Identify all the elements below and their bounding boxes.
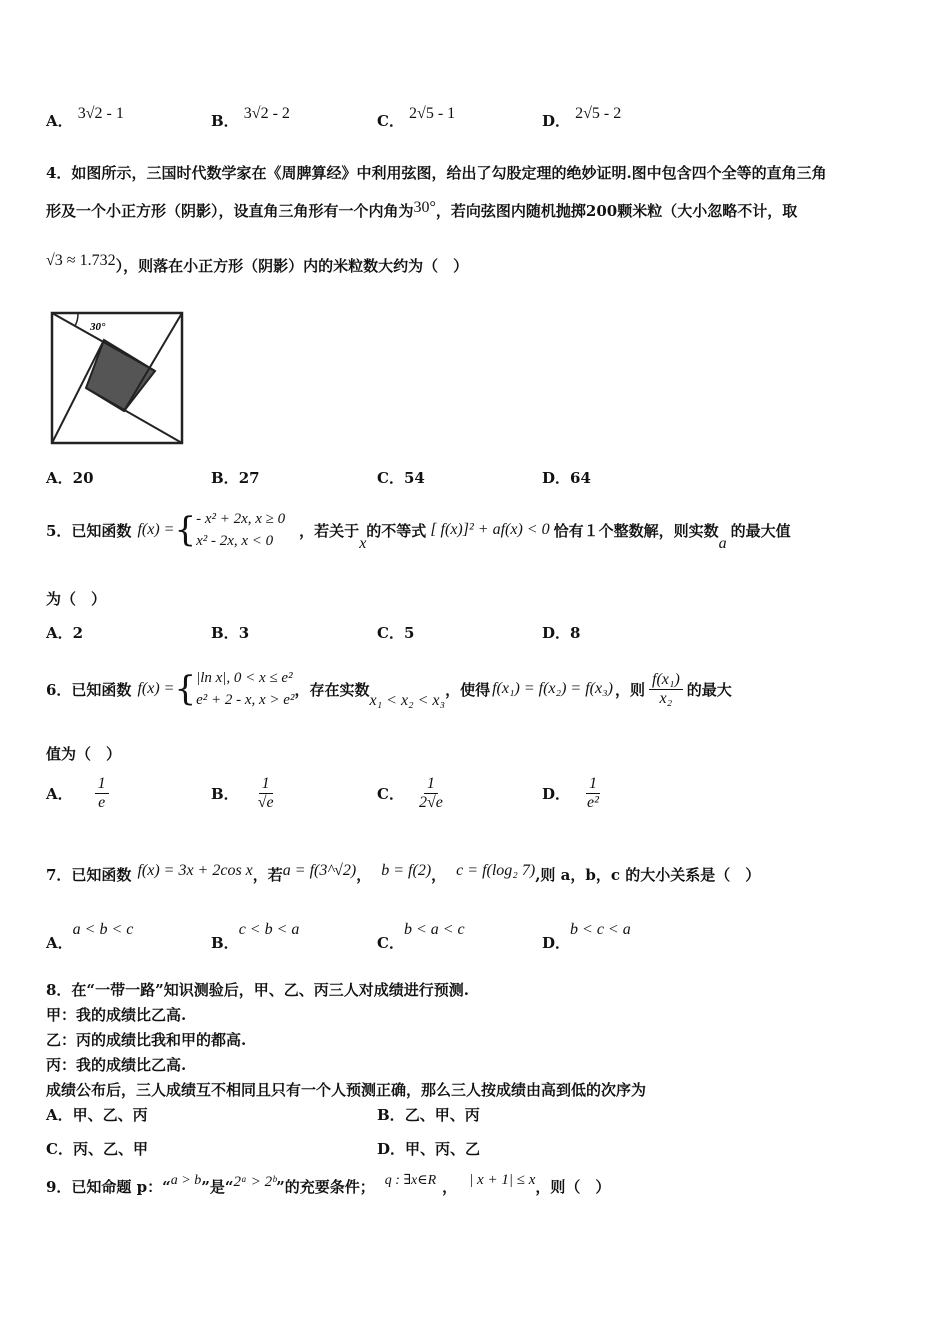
q5-line1: 5．已知函数 f(x) = { - x² + 2x, x ≥ 0 x² - 2x, x < 0 ，若关于 x 的不等式 [ f(x)]² + af(x) < 0 恰有１个整数解，则实数 a 的最大值 [46,500,791,560]
q3-option-d[interactable]: D． 2√5 - 2 [542,105,622,130]
q8-line4: 丙：我的成绩比乙高. [46,1056,187,1074]
q6-option-d[interactable]: D． $\frac{1}{\text{e²}}$ [542,775,599,811]
angle-label: 30° [90,321,106,333]
q5-fx: f(x) = [137,521,175,538]
q8-line2: 甲：我的成绩比乙高. [46,1006,187,1024]
q3-option-b[interactable]: B． 3√2 - 2 [211,105,290,130]
q8-line1: 8．在“一带一路”知识测验后，甲、乙、丙三人对成绩进行预测. [46,981,469,999]
q8-line5: 成绩公布后，三人成绩互不相同且只有一个人预测正确，那么三人按成绩由高到低的次序为 [46,1081,647,1099]
q6-order: x₁ < x₂ < x₃ [369,692,446,709]
q7-option-c[interactable]: C．b < a < c [377,921,465,952]
q5-cases: - x² + 2x, x ≥ 0 x² - 2x, x < 0 [196,510,286,549]
q6-cases: |ln x|, 0 < x ≤ e² e² + 2 - x, x > e² [196,669,295,708]
q8-line3: 乙：丙的成绩比我和甲的都高. [46,1031,247,1049]
q4-option-b[interactable]: B．27 [211,469,260,487]
q5-line2: 为（ ） [46,590,107,608]
q7-b-def: b = f(2) [381,861,432,879]
q6-line2: 值为（ ） [46,745,122,763]
q6-ratio: $\frac{\text{f(x₁)}}{\text{x₂}}$ [649,671,683,708]
q7-fx: f(x) = 3x + 2cos x [137,861,253,879]
q9-p1: a > b [170,1172,202,1188]
q6-option-a[interactable]: A． $\frac{1}{e}$ [46,775,109,812]
q9-line1: 9．已知命题 p：“ a > b ”是“ 2ᵃ > 2ᵇ ”的充要条件； q : ∃x∈R ， | x + 1| ≤ x ，则（ ） [46,1172,611,1196]
q7-option-a[interactable]: A．a < b < c [46,921,134,952]
q3-option-d-value: 2√5 - 2 [575,105,622,122]
q4-option-a[interactable]: A．20 [46,469,94,487]
q3-option-a[interactable]: A． 3√2 - 1 [46,105,124,130]
q9-p2: 2ᵃ > 2ᵇ [233,1174,277,1190]
q5-option-b[interactable]: B．3 [211,624,250,642]
q3-option-c[interactable]: C． 2√5 - 1 [377,105,456,130]
q3-option-a-value: 3√2 - 1 [77,105,124,122]
q7-a-def: a = f(3^√2) [282,861,357,879]
q4-figure [48,310,186,446]
q4-line3: √3 ≈ 1.732），则落在小正方形（阴影）内的米粒数大约为（ ） [46,252,469,275]
q6-line1: 6．已知函数 f(x) = { |ln x|, 0 < x ≤ e² e² + 2 - x, x > e² ，存在实数 x₁ < x₂ < x₃ ，使得 f(x₁) = f(x₂) = f(x₃) ，则 $\frac{\text{f(x₁)}}{\text{x₂}}$ 的最大 [46,655,732,723]
q4-line2: 形及一个小正方形（阴影），设直角三角形有一个内角为30°，若向弦图内随机抛掷200颗米粒（大小忽略不计，取 [46,199,798,220]
q9-q-cond: | x + 1| ≤ x [469,1172,536,1188]
q3-option-b-value: 3√2 - 2 [243,105,290,122]
q4-angle: 30° [413,199,436,216]
q8-option-b[interactable]: B．乙、甲、丙 [377,1106,480,1124]
q4-line1: 4．如图所示，三国时代数学家在《周脾算经》中利用弦图，给出了勾股定理的绝妙证明.图中包含四个全等的直角三角 [46,164,827,182]
q7-option-d[interactable]: D．b < c < a [542,921,631,952]
q4-option-c[interactable]: C．54 [377,469,425,487]
q8-option-a[interactable]: A．甲、乙、丙 [46,1106,148,1124]
q6-option-c[interactable]: C． $\frac{1}{2√e}$ [377,775,443,811]
q5-option-d[interactable]: D．8 [542,624,581,642]
q6-equation: f(x₁) = f(x₂) = f(x₃) [492,680,613,697]
q8-option-c[interactable]: C．丙、乙、甲 [46,1140,148,1158]
q6-fx: f(x) = [137,680,175,697]
q5-inequality: [ f(x)]² + af(x) < 0 [430,521,550,538]
q7-c-def: c = f(log₂ 7) [456,861,536,879]
q9-q-def: q : ∃x∈R [384,1173,437,1188]
q6-option-b[interactable]: B． $\frac{1}{√e}$ [211,775,274,811]
q3-option-c-value: 2√5 - 1 [409,105,456,122]
q8-option-d[interactable]: D．甲、丙、乙 [377,1140,481,1158]
q5-option-c[interactable]: C．5 [377,624,415,642]
q7-option-b[interactable]: B．c < b < a [211,921,300,952]
q7-line1: 7．已知函数 f(x) = 3x + 2cos x ，若 a = f(3^√2) ， b = f(2) ， c = f(log₂ 7) ,则 a，b，c 的大小关系是（ ） [46,861,761,884]
q4-approx: √3 ≈ 1.732 [46,252,116,269]
q4-option-d[interactable]: D．64 [542,469,591,487]
q5-option-a[interactable]: A．2 [46,624,84,642]
